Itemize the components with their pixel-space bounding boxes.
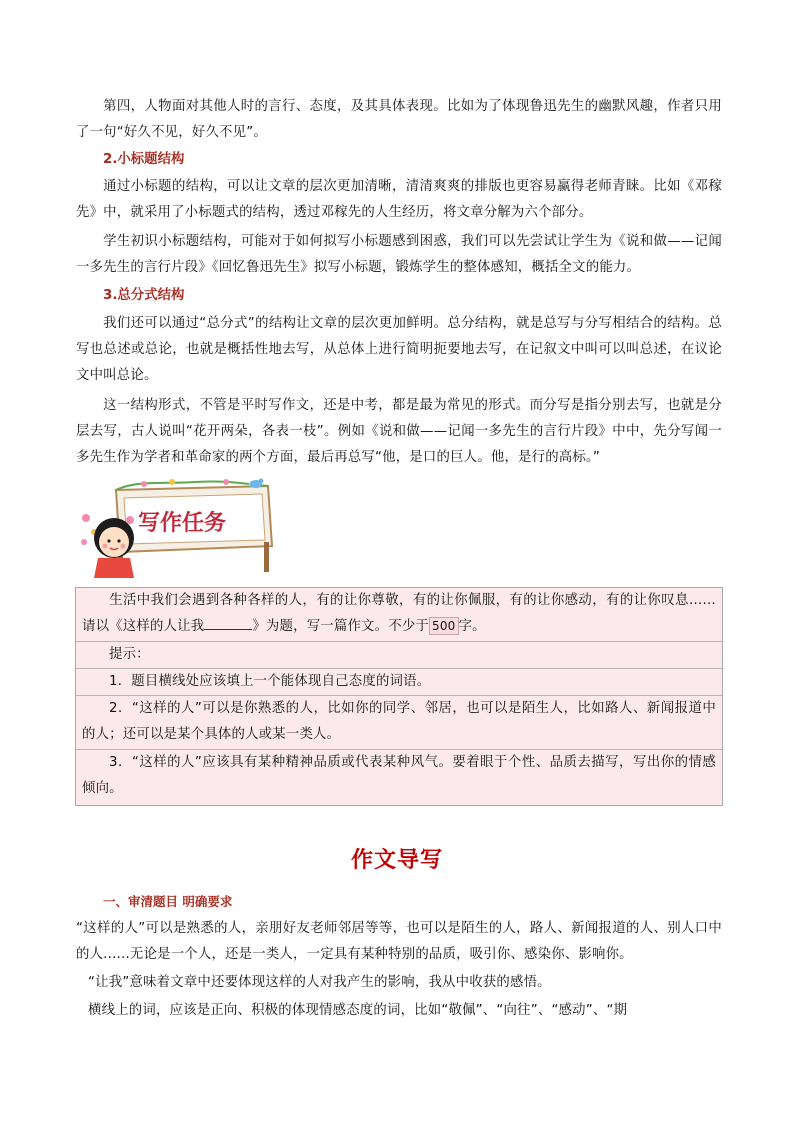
hint-label: 提示： <box>109 647 150 662</box>
paragraph-let-me: “让我”意味着文章中还要体现这样的人对我产生的影响，我从中收获的感悟。 <box>88 975 551 990</box>
paragraph-general-example: 这一结构形式，不管是平时写作文，还是中考，都是最为常见的形式。而分写是指分别去写，也就是分层去写，古人说叫“花开两朵，各表一枝”。例如《说和做——记闻一多先生的言行片段》中中，先分写闻一多先生作为学者和革命家的两个方面，最后再总写“他，是口的巨人。他，是行的高标。” <box>76 398 722 465</box>
hint-item: 2．“这样的人”可以是你熟悉的人，比如你的同学、邻居，也可以是陌生人，比如路人、新闻报道中的人；还可以是某个具体的人或某一类人。 <box>82 701 716 742</box>
paragraph-subtitle-practice: 学生初识小标题结构，可能对于如何拟写小标题感到困惑，我们可以先尝试让学生为《说和做——记闻一多先生的言行片段》《回忆鲁迅先生》拟写小标题，锻炼学生的整体感知，概括全文的能力。 <box>76 234 722 275</box>
section-title: 作文导写 <box>350 848 443 873</box>
paragraph-such-person: “这样的人”可以是熟悉的人，亲朋好友老师邻居等等，也可以是陌生的人，路人、新闻报道的人、别人口中的人......无论是一个人，还是一类人，一定具有某种特别的品质，吸引你、感染你、影响你。 <box>76 921 722 962</box>
writing-task-banner <box>76 478 276 578</box>
section-heading-review: 一、审清题目 明确要求 <box>103 894 233 909</box>
word-count: 500 <box>429 617 459 635</box>
title-blank-line <box>204 617 252 630</box>
banner-illustration <box>76 478 276 578</box>
writing-task-box <box>75 587 723 806</box>
hint-item: 3．“这样的人”应该具有某种精神品质或代表某种风气。要着眼于个性、品质去描写，写出你的情感倾向。 <box>82 755 716 796</box>
hint-item: 1．题目横线处应该填上一个能体现自己态度的词语。 <box>109 674 431 689</box>
paragraph-fourth-point: 第四，人物面对其他人时的言行、态度，及其具体表现。比如为了体现鲁迅先生的幽默风趣，作者只用了一句“好久不见，好久不见”。 <box>76 99 722 140</box>
task-prompt: 生活中我们会遇到各种各样的人，有的让你尊敬，有的让你佩服，有的让你感动，有的让你叹息……请以《这样的人让我 》为题，写一篇作文。不少于 500 字。 <box>82 593 716 634</box>
banner-title: 写作任务 <box>138 510 227 536</box>
heading-subtitle-structure: 2.小标题结构 <box>103 152 185 167</box>
heading-general-structure: 3.总分式结构 <box>103 288 185 303</box>
paragraph-subtitle-structure: 通过小标题的结构，可以让文章的层次更加清晰，清清爽爽的排版也更容易赢得老师青睐。比如《邓稼先》中，就采用了小标题式的结构，透过邓稼先的人生经历，将文章分解为六个部分。 <box>76 179 722 220</box>
girl-illustration <box>94 516 134 578</box>
paragraph-general-structure: 我们还可以通过“总分式”的结构让文章的层次更加鲜明。总分结构，就是总写与分写相结合的结构。总写也总述或总论，也就是概括性地去写，从总体上进行简明扼要地去写，在记叙文中叫可以叫总述，在议论文中叫总论。 <box>76 316 722 383</box>
paragraph-blank-word: 横线上的词，应该是正向、积极的体现情感态度的词，比如“敬佩”、“向往”、“感动”、“期 <box>88 1003 628 1018</box>
